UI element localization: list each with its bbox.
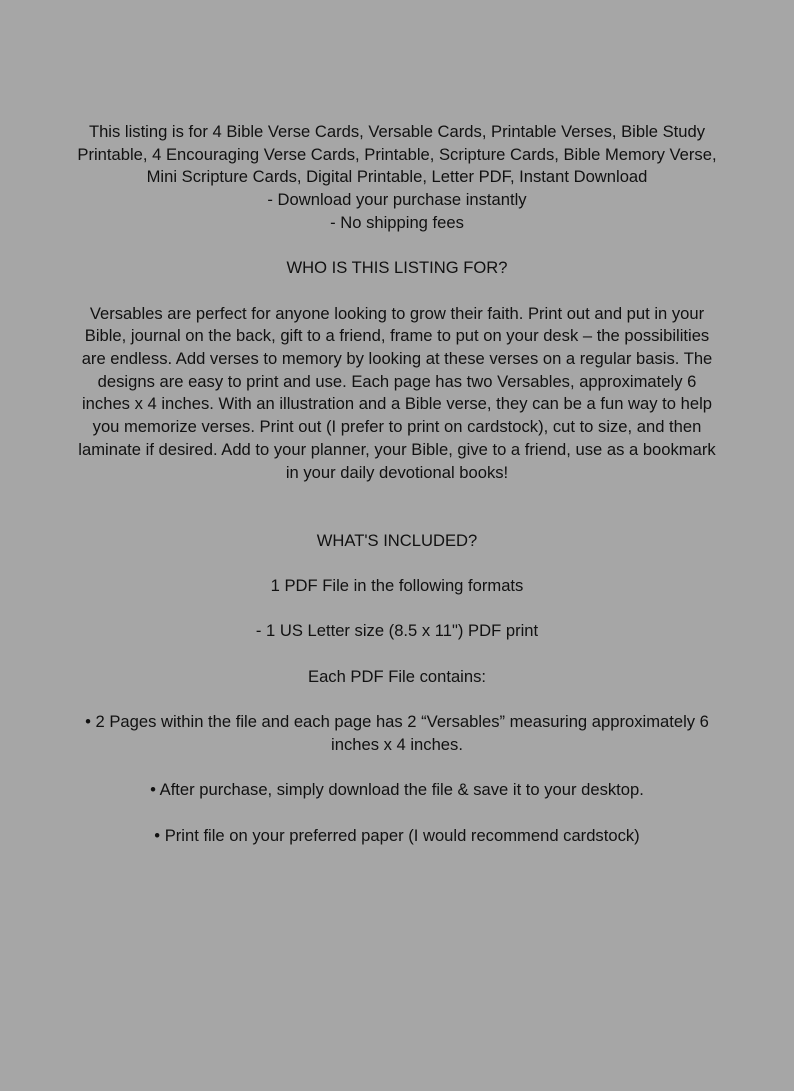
- spacer: [77, 484, 717, 529]
- spacer: [77, 757, 717, 780]
- spacer: [77, 802, 717, 825]
- who-heading: WHO IS THIS LISTING FOR?: [286, 258, 508, 278]
- description-text-block: [77, 121, 717, 847]
- included-heading: WHAT'S INCLUDED?: [316, 530, 478, 550]
- included-item-download: • After purchase, simply download the file & save it to your desktop.: [150, 780, 644, 800]
- included-item-pages: • 2 Pages within the file and each page has 2 “Versables” measuring approximately 6 inches x 4 inches.: [85, 712, 709, 754]
- intro-title: This listing is for 4 Bible Verse Cards, Versable Cards, Printable Verses, Bible Study Printable, 4 Encouraging Verse Cards, Printable, Scripture Cards, Bible Memory Verse, Mini Scripture Cards, Digital Printable, Letter PDF, Instant Download: [77, 122, 717, 187]
- included-letter-size: - 1 US Letter size (8.5 x 11") PDF print: [255, 621, 539, 641]
- intro-bullet-download: - Download your purchase instantly: [267, 190, 527, 210]
- intro-bullet-shipping: - No shipping fees: [330, 212, 464, 232]
- who-body: Versables are perfect for anyone looking to grow their faith. Print out and put in your Bible, journal on the back, gift to a friend, frame to put on your desk – the possibilities are endless. Add verses to memory by looking at these verses on a regular basis. The designs are easy to print and use. Each page has two Versables, approximately 6 inches x 4 inches. With an illustration and a Bible verse, they can be a fun way to help you memorize verses. Print out (I prefer to print on cardstock), cut to size, and then laminate if desired. Add to your planner, your Bible, give to a friend, use as a bookmark in your daily devotional books!: [78, 303, 716, 482]
- spacer: [77, 643, 717, 666]
- spacer: [77, 552, 717, 575]
- spacer: [77, 280, 717, 303]
- included-contains: Each PDF File contains:: [308, 666, 486, 686]
- spacer: [77, 598, 717, 621]
- included-formats: 1 PDF File in the following formats: [270, 576, 524, 595]
- spacer: [77, 235, 717, 258]
- included-item-print: • Print file on your preferred paper (I would recommend cardstock): [154, 825, 640, 845]
- spacer: [77, 688, 717, 711]
